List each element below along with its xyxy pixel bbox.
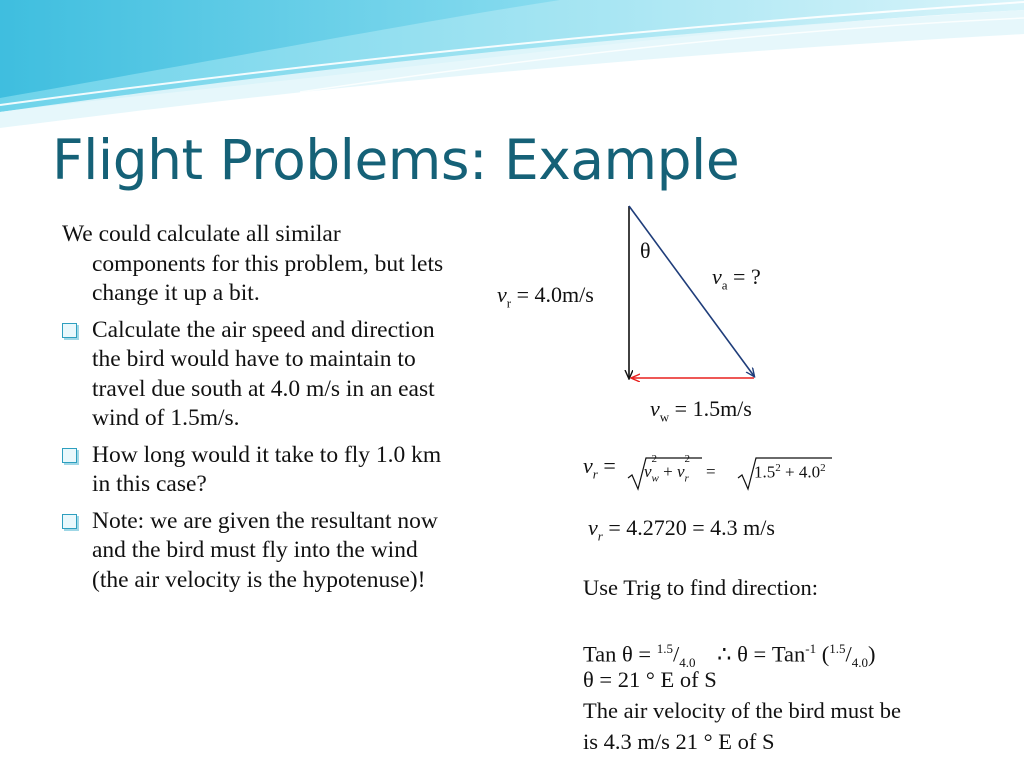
conclusion-line-2: is 4.3 m/s 21 ° E of S: [583, 729, 775, 754]
formula-lhs: $v_r$ =: [583, 453, 616, 482]
bullet-item: Note: we are given the resultant now and the bird must fly into the wind (the air velocity is the hypotenuse)!: [62, 507, 457, 596]
intro-paragraph: We could calculate all similar components for this problem, but lets change it up a bit.: [62, 221, 444, 306]
va-label: $v_a$ = ?: [712, 264, 761, 293]
vw-label: $v_w = 1.5m/s$: [650, 396, 752, 425]
theta-result: θ = 21 ° E of S: [583, 667, 717, 692]
result-line: $v_r = 4.2720 = 4.3$ m/s: [588, 515, 775, 544]
vr-label: $v_r = 4.0m/s$: [497, 282, 594, 311]
trig-heading: Use Trig to find direction:: [583, 575, 818, 600]
theta-label: θ: [640, 238, 651, 263]
bullet-item: Calculate the air speed and direction the bird would have to maintain to travel due south at 4.0 m/s in an east wind of 1.5m/s.: [62, 316, 457, 434]
tan-equation: Tan $\theta = ^{1.5}/_{4.0}$ ∴ θ = Tan$^{-1}$ $(^{1.5}/_{4.0})$: [583, 641, 876, 670]
slide-title: Flight Problems: Example: [52, 128, 740, 192]
bullet-item: How long would it take to fly 1.0 km in this case?: [62, 441, 457, 500]
conclusion-line-1: The air velocity of the bird must be: [583, 698, 902, 723]
